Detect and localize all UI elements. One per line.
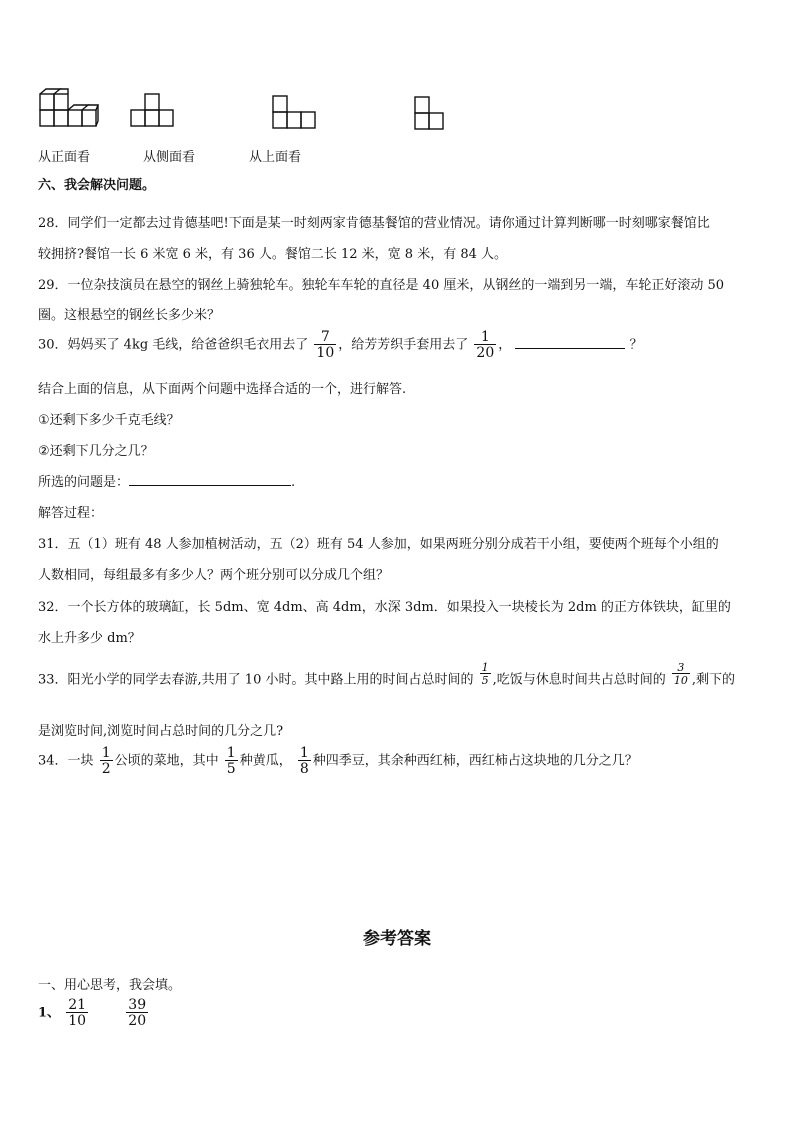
q30-fraction-2-den: 20: [476, 345, 495, 361]
question-30-stem: [38, 330, 643, 360]
question-34: [38, 746, 638, 776]
question-29-line2: 圈。这根悬空的钢丝长多少米？: [38, 308, 221, 323]
answer-1-fraction-2-num: 39: [128, 997, 147, 1013]
question-31-line2: 人数相同，每组最多有多少人？两个班分别可以分成几个组？: [38, 568, 390, 583]
front-view-label: 从正面看: [38, 150, 91, 165]
question-32-line1: 32．一个长方体的玻璃缸，长 5dm、宽 4dm、高 4dm，水深 3dm．如果投入一块棱长为 2dm 的正方体铁块，缸里的: [38, 600, 731, 615]
q30-option-1: [38, 409, 180, 428]
q34-text-1: 34．一块: [38, 753, 94, 769]
q33-text-2: ,吃饭与休息时间共占总时间的: [492, 672, 666, 688]
q30-text-4: ？: [629, 337, 643, 353]
top-view-figure: [413, 95, 449, 131]
q30-instruction: 结合上面的信息，从下面两个问题中选择合适的一个，进行解答.: [38, 382, 407, 397]
q30-text-2: ，给芳芳织手套用去了: [338, 337, 469, 353]
option-1-text: 还剩下多少千克毛线？: [49, 413, 180, 428]
q33-fraction-2-den: 10: [673, 674, 688, 687]
q30-text-3: ，: [498, 337, 512, 353]
answers-title: 参考答案: [363, 929, 431, 949]
q30-text-1: 30．妈妈买了 4kg 毛线，给爸爸织毛衣用去了: [38, 337, 309, 353]
question-33-line2: 是浏览时间,浏览时间占总时间的几分之几?: [38, 724, 284, 739]
question-32-line2: 水上升多少 dm？: [38, 631, 141, 646]
question-29-line1: 29．一位杂技演员在悬空的钢丝上骑独轮车。独轮车车轮的直径是 40 厘米，从钢丝的一端到另一端，车轮正好滚动 50: [38, 278, 725, 293]
q34-fraction-3-num: 1: [299, 745, 309, 761]
option-1-mark: ①: [38, 413, 50, 428]
answer-1-fraction-1-den: 10: [68, 1013, 87, 1029]
answers-section-1: 一、用心思考，我会填。: [38, 978, 182, 993]
q30-fraction-1-den: 10: [316, 345, 335, 361]
q34-fraction-1: [100, 746, 113, 776]
q33-fraction-2-num: 3: [677, 661, 685, 674]
answer-1-label: 1、: [38, 1005, 61, 1021]
side-view-label: 从侧面看: [143, 150, 196, 165]
solid-figure: [38, 88, 100, 130]
answer-1-fraction-2: [126, 998, 148, 1028]
q30-fraction-2-num: 1: [480, 329, 490, 345]
answer-1-fraction-2-den: 20: [128, 1013, 147, 1029]
q30-fraction-2: [474, 330, 496, 360]
q30-chosen-question: [38, 471, 295, 490]
q34-fraction-2-den: 5: [226, 761, 236, 777]
q30-fraction-1: [314, 330, 336, 360]
q33-text-3: ,剩下的: [691, 672, 736, 688]
q34-fraction-3: [298, 746, 311, 776]
section-6-heading: 六、我会解决问题。: [38, 178, 156, 193]
q30-option-2: [38, 440, 154, 459]
side-view-figure: [271, 94, 319, 130]
question-28-line1: 28．同学们一定都去过肯德基吧!下面是某一时刻两家肯德基餐馆的营业情况。请你通过计算判断哪一时刻哪家餐馆比: [38, 216, 710, 231]
chosen-end: .: [291, 475, 296, 490]
answer-1-fraction-1: [66, 998, 88, 1028]
answer-1-fraction-1-num: 21: [68, 997, 87, 1013]
q34-fraction-1-num: 1: [101, 745, 111, 761]
q33-text-1: 33．阳光小学的同学去春游,共用了 10 小时。其中路上用的时间占总时间的: [38, 672, 474, 688]
option-2-text: 还剩下几分之几？: [49, 444, 154, 459]
q34-text-2: 公顷的菜地，其中: [114, 753, 219, 769]
question-28-line2: 较拥挤?餐馆一长 6 米宽 6 米，有 36 人。餐馆二长 12 米，宽 8 米，有 84 人。: [38, 247, 507, 262]
q33-fraction-2: [672, 662, 690, 686]
q34-text-4: 种四季豆，其余种西红柿，西红柿占这块地的几分之几？: [312, 753, 638, 769]
option-2-mark: ②: [38, 444, 50, 459]
q34-fraction-2: [225, 746, 238, 776]
q34-fraction-2-num: 1: [226, 745, 236, 761]
q30-process-label: 解答过程：: [38, 506, 104, 521]
q30-fraction-1-num: 7: [320, 329, 330, 345]
question-33-line1: [38, 662, 735, 688]
answer-1: [38, 998, 150, 1028]
q34-text-3: 种黄瓜，: [239, 753, 292, 769]
q34-fraction-3-den: 8: [299, 761, 309, 777]
q33-fraction-1-den: 5: [481, 674, 489, 687]
q33-fraction-1-num: 1: [481, 661, 489, 674]
top-view-label: 从上面看: [249, 150, 302, 165]
chosen-label: 所选的问题是：: [38, 475, 130, 490]
q34-fraction-1-den: 2: [101, 761, 111, 777]
chosen-answer-blank[interactable]: [129, 472, 291, 486]
q33-fraction-1: [480, 662, 491, 686]
question-31-line1: 31．五（1）班有 48 人参加植树活动，五（2）班有 54 人参加，如果两班分别分成若干小组，要使两个班每个小组的: [38, 537, 719, 552]
front-view-figure: [129, 92, 177, 128]
q30-answer-blank[interactable]: [515, 335, 625, 349]
